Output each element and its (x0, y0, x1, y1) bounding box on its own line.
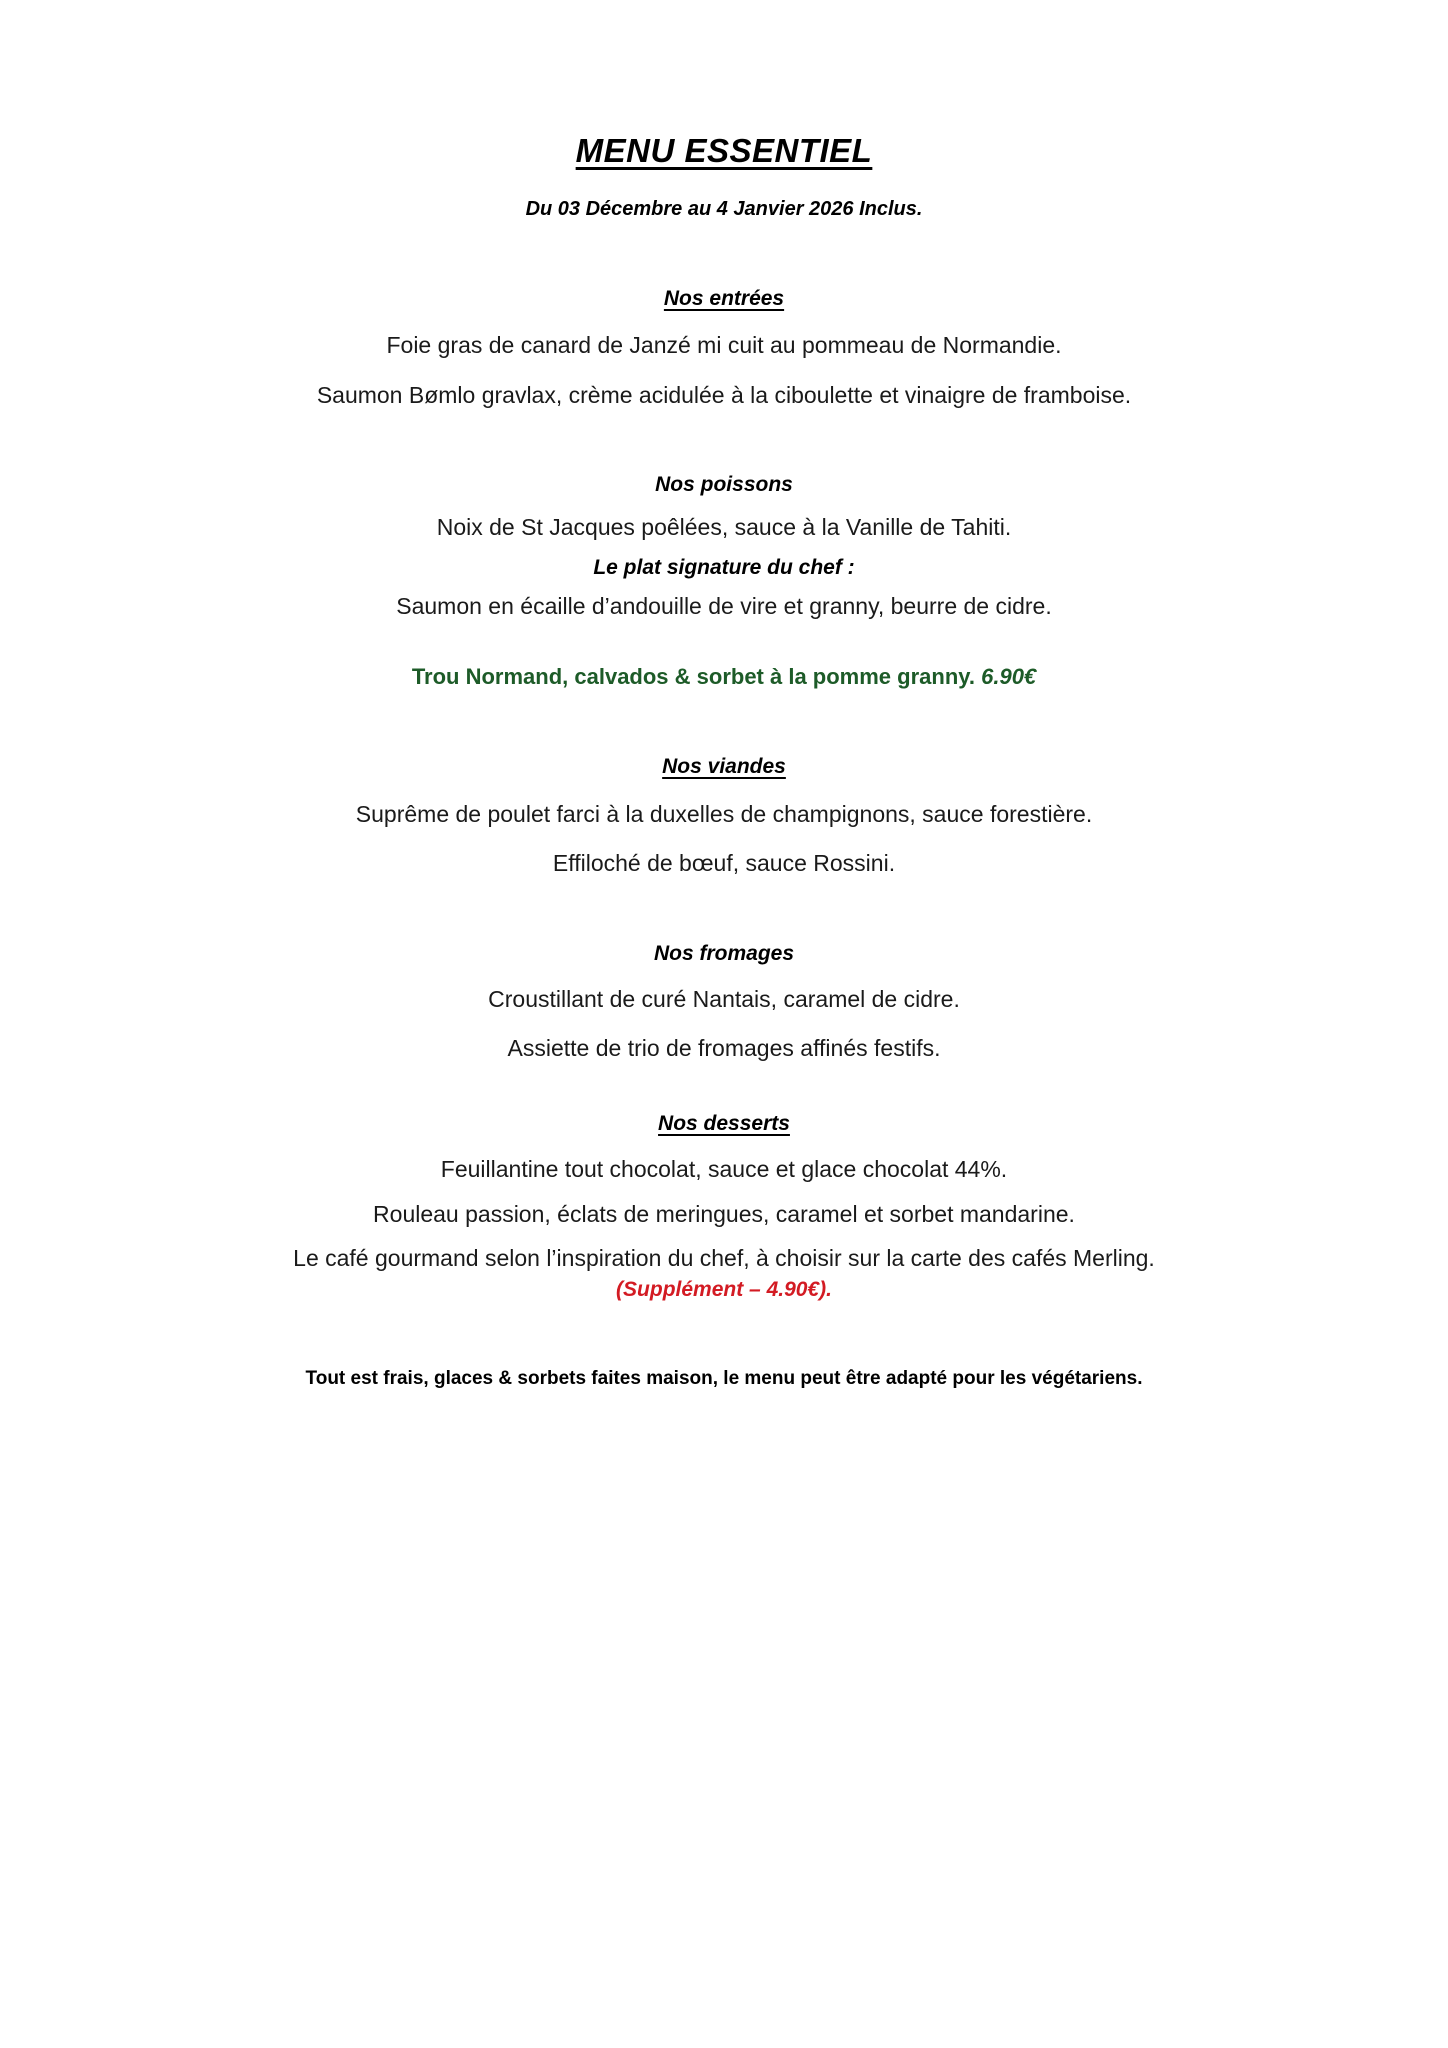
dish-dessert-3: Le café gourmand selon l’inspiration du chef, à choisir sur la carte des cafés Merling. (293, 1245, 1155, 1272)
page-title: MENU ESSENTIEL (575, 132, 873, 169)
footer-note: Tout est frais, glaces & sorbets faites maison, le menu peut être adapté pour les végétariens. (305, 1368, 1143, 1390)
trou-normand-line (150, 663, 1298, 691)
chef-signature-label: Le plat signature du chef : (593, 555, 855, 579)
section-heading-desserts: Nos desserts (658, 1111, 790, 1135)
trou-normand-price: 6.90€ (981, 663, 1037, 689)
dish-poisson-1: Noix de St Jacques poêlées, sauce à la Vanille de Tahiti. (436, 514, 1012, 541)
dish-entree-2: Saumon Bømlo gravlax, crème acidulée à la ciboulette et vinaigre de framboise. (316, 382, 1132, 409)
dish-dessert-1: Feuillantine tout chocolat, sauce et glace chocolat 44%. (440, 1155, 1008, 1182)
dish-fromage-2: Assiette de trio de fromages affinés festifs. (507, 1034, 941, 1061)
trou-normand-text: Trou Normand, calvados & sorbet à la pomme granny. (411, 663, 975, 689)
section-heading-fromages: Nos fromages (653, 942, 795, 966)
section-heading-poissons: Nos poissons (655, 472, 793, 496)
section-heading-entrees: Nos entrées (663, 287, 785, 311)
dish-viande-1: Suprême de poulet farci à la duxelles de champignons, sauce forestière. (355, 800, 1093, 827)
dish-fromage-1: Croustillant de curé Nantais, caramel de cidre. (488, 986, 960, 1013)
dish-dessert-2: Rouleau passion, éclats de meringues, caramel et sorbet mandarine. (373, 1200, 1075, 1227)
menu-validity-dates: Du 03 Décembre au 4 Janvier 2026 Inclus. (525, 198, 923, 221)
dessert-supplement-note: (Supplément – 4.90€). (616, 1278, 832, 1302)
dish-poisson-signature: Saumon en écaille d’andouille de vire et granny, beurre de cidre. (396, 593, 1052, 620)
section-heading-viandes: Nos viandes (662, 755, 786, 779)
dish-viande-2: Effiloché de bœuf, sauce Rossini. (552, 850, 896, 877)
dish-entree-1: Foie gras de canard de Janzé mi cuit au pommeau de Normandie. (386, 332, 1062, 359)
